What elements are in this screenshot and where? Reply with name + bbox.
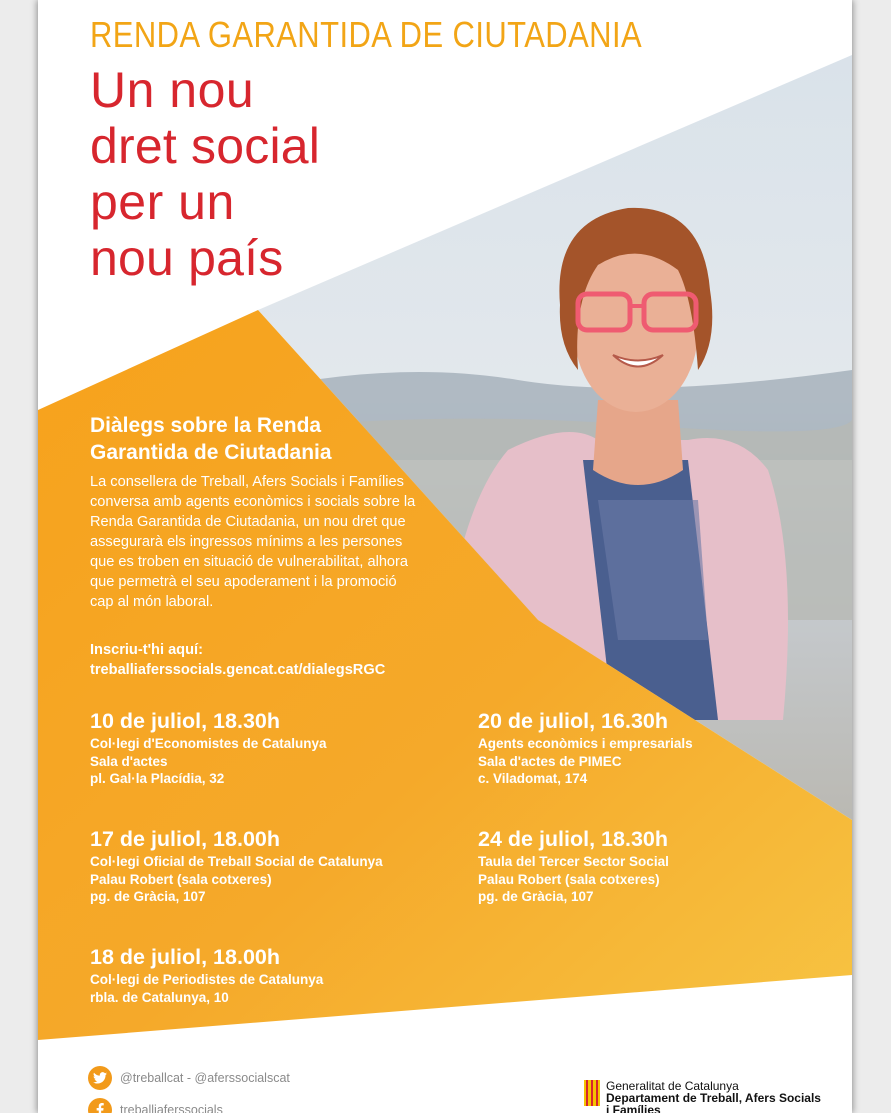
department-name-cont: i Famílies — [606, 1103, 661, 1113]
event-date: 18 de juliol, 18.00h — [90, 945, 280, 969]
event-venue: Col·legi de Periodistes de Catalunya — [90, 972, 324, 987]
event-date: 20 de juliol, 16.30h — [478, 709, 668, 733]
headline-line-3: per un — [90, 174, 235, 230]
event-room: Sala d'actes — [90, 753, 168, 769]
event-address: rbla. de Catalunya, 10 — [90, 989, 229, 1005]
twitter-handles[interactable]: @treballcat - @aferssocialscat — [120, 1071, 290, 1085]
social-links — [88, 1066, 290, 1113]
event-venue: Col·legi d'Economistes de Catalunya — [90, 736, 327, 751]
signup-label: Inscriu-t'hi aquí: — [90, 642, 203, 658]
event-date: 17 de juliol, 18.00h — [90, 827, 280, 851]
event-address: pg. de Gràcia, 107 — [90, 889, 206, 904]
event-room: Palau Robert (sala cotxeres) — [478, 871, 660, 887]
headline-line-4: nou país — [90, 230, 284, 286]
twitter-icon[interactable] — [88, 1066, 112, 1090]
event-4 — [478, 825, 669, 906]
intro-body: La consellera de Treball, Afers Socials i Famílies conversa amb agents econòmics i socials sobre la Renda Garantida de Ciutadania, un nou dret que assegurarà els ingressos mínims a les persones que es troben en situació de vulnerabilitat, alhora que permetrà el seu apoderament i la promoció cap al món laboral. — [90, 474, 416, 610]
facebook-row[interactable] — [88, 1098, 290, 1113]
department-name: Departament de Treball, Afers Socials — [606, 1091, 821, 1105]
event-5 — [90, 943, 323, 1006]
event-address: pg. de Gràcia, 107 — [478, 889, 594, 904]
headline-line-2: dret social — [90, 118, 321, 174]
headline-line-1: Un nou — [90, 62, 255, 118]
event-room: Sala d'actes de PIMEC — [478, 753, 622, 769]
government-signature — [584, 1080, 821, 1113]
header-title: RENDA GARANTIDA DE CIUTADANIA — [90, 14, 643, 55]
event-date: 24 de juliol, 18.30h — [478, 827, 668, 851]
event-date: 10 de juliol, 18.30h — [90, 709, 280, 733]
event-2 — [478, 707, 693, 788]
event-address: c. Viladomat, 174 — [478, 771, 588, 786]
intro-title: Diàlegs sobre la Renda Garantida de Ciutadania — [90, 414, 332, 464]
event-venue: Col·legi Oficial de Treball Social de Catalunya — [90, 854, 383, 869]
event-1 — [90, 707, 327, 788]
event-room: Palau Robert (sala cotxeres) — [90, 871, 272, 887]
signup-link[interactable]: treballiaferssocials.gencat.cat/dialegsRGC — [90, 662, 386, 678]
twitter-row[interactable] — [88, 1066, 290, 1090]
event-address: pl. Gal·la Placídia, 32 — [90, 771, 225, 786]
gov-name: Generalitat de Catalunya — [606, 1079, 739, 1093]
poster — [38, 0, 852, 1113]
facebook-icon[interactable] — [88, 1098, 112, 1113]
event-3 — [90, 825, 383, 906]
facebook-handle[interactable]: treballiaferssocials — [120, 1103, 223, 1113]
event-venue: Taula del Tercer Sector Social — [478, 854, 669, 869]
generalitat-logo — [584, 1080, 600, 1106]
event-venue: Agents econòmics i empresarials — [478, 736, 693, 751]
